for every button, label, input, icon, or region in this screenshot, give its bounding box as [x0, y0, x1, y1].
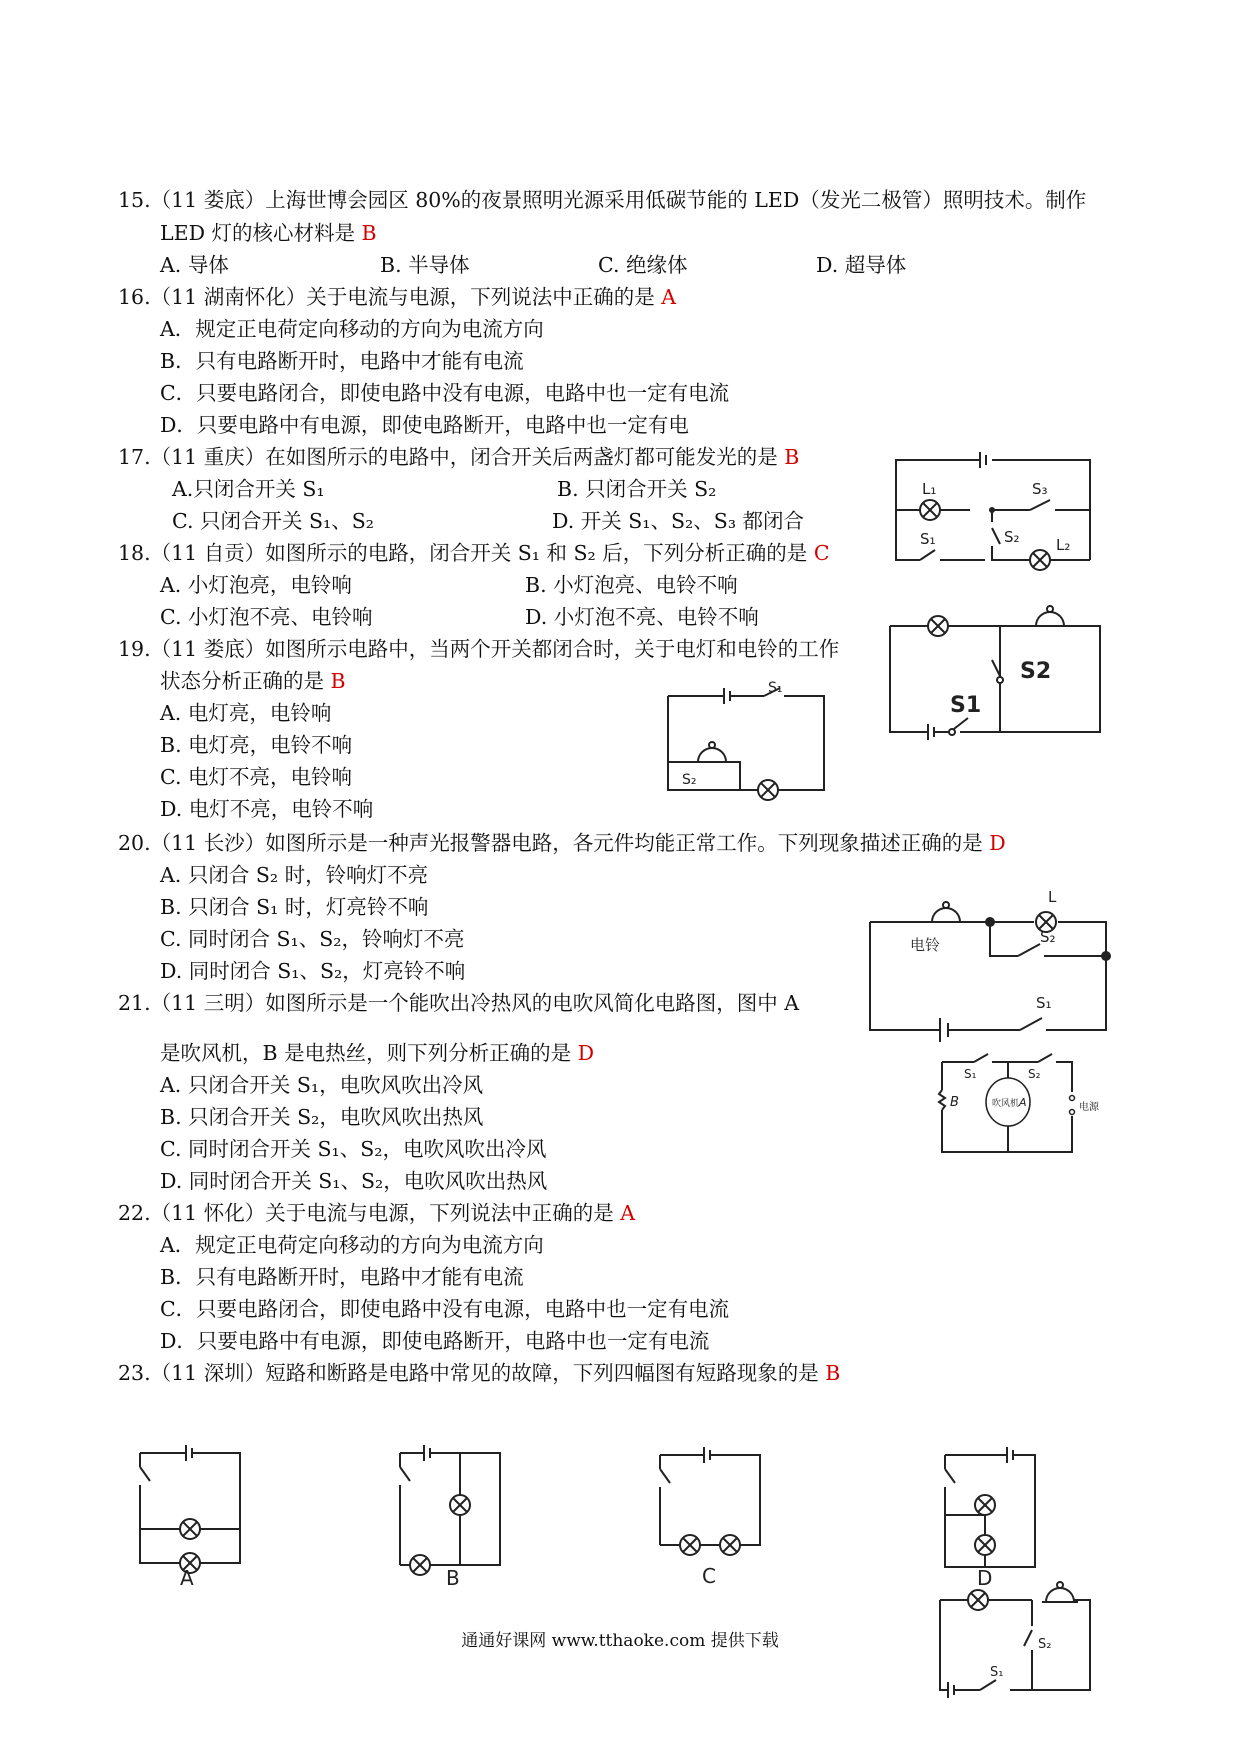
q19-option-d: D. 电灯不亮，电铃不响	[160, 797, 374, 821]
q17-option-c: C. 只闭合开关 S₁、S₂	[172, 509, 375, 533]
page-footer: 通通好课网 www.tthaoke.com 提供下载	[461, 1631, 779, 1651]
extra-label-s1: S₁	[990, 1665, 1004, 1680]
q16-option-a: A．规定正电荷定向移动的方向为电流方向	[160, 317, 544, 341]
q18-option-b: B. 小灯泡亮、电铃不响	[525, 573, 738, 597]
q16-stem: 16.（11 湖南怀化）关于电流与电源，下列说法中正确的是 A	[118, 285, 677, 309]
q19-option-c: C. 电灯不亮，电铃响	[160, 765, 352, 789]
q22-option-c: C．只要电路闭合，即使电路中没有电源，电路中也一定有电流	[160, 1297, 730, 1321]
q21-label-fan: 吹风机	[992, 1099, 1020, 1109]
q20-answer: D	[989, 831, 1006, 855]
q17-circuit-diagram	[880, 450, 1110, 590]
q23-diagram-a	[130, 1445, 250, 1590]
q17-label-l1: L₁	[922, 480, 937, 498]
q16-option-b: B．只有电路断开时，电路中才能有电流	[160, 349, 524, 373]
q19-label-s2: S₂	[682, 772, 697, 788]
q20-option-c: C. 同时闭合 S₁、S₂，铃响灯不亮	[160, 927, 465, 951]
q18-stem: 18.（11 自贡）如图所示的电路，闭合开关 S₁ 和 S₂ 后，下列分析正确的是 C	[118, 541, 830, 565]
q20-option-b: B. 只闭合 S₁ 时，灯亮铃不响	[160, 895, 429, 919]
q17-option-a: A.只闭合开关 S₁	[172, 477, 325, 501]
q17-stem: 17.（11 重庆）在如图所示的电路中，闭合开关后两盏灯都可能发光的是 B	[118, 445, 800, 469]
q16-answer: A	[661, 285, 677, 309]
q16-option-c: C．只要电路闭合，即使电路中没有电源，电路中也一定有电流	[160, 381, 730, 405]
q20-label-lamp: L	[1048, 888, 1057, 906]
q23-label-a: A	[180, 1566, 194, 1590]
q15-option-c: C. 绝缘体	[598, 253, 688, 277]
q19-label-s1: S₁	[768, 680, 783, 696]
q15-line2: LED 灯的核心材料是 B	[160, 221, 377, 245]
q23-label-d: D	[977, 1566, 993, 1590]
q19-circuit-diagram	[660, 680, 830, 800]
q21-option-a: A. 只闭合开关 S₁，电吹风吹出冷风	[160, 1073, 484, 1097]
q15-option-d: D. 超导体	[816, 253, 907, 277]
q21-label-b: B	[950, 1095, 959, 1110]
q21-label-s1: S₁	[964, 1067, 977, 1081]
q18-label-s1: S1	[950, 693, 982, 718]
q20-label-s2: S₂	[1040, 928, 1056, 946]
q21-answer: D	[577, 1041, 595, 1065]
q18-label-s2: S2	[1020, 659, 1052, 684]
q19-option-b: B. 电灯亮，电铃不响	[160, 733, 353, 757]
q19-answer: B	[330, 669, 346, 693]
q23-diagram-c	[650, 1445, 770, 1588]
q16-option-d: D．只要电路中有电源，即使电路断开，电路中也一定有电	[160, 413, 689, 437]
q19-option-a: A. 电灯亮，电铃响	[160, 701, 332, 725]
q18-option-c: C. 小灯泡不亮、电铃响	[160, 605, 373, 629]
q18-option-a: A. 小灯泡亮，电铃响	[160, 573, 352, 597]
q17-label-l2: L₂	[1056, 536, 1071, 554]
q20-stem: 20.（11 长沙）如图所示是一种声光报警器电路，各元件均能正常工作。下列现象描述正确的是 D	[118, 831, 1006, 855]
q22-option-a: A．规定正电荷定向移动的方向为电流方向	[160, 1233, 544, 1257]
q23-diagram-b	[390, 1445, 510, 1590]
q21-circuit-diagram	[938, 1050, 1118, 1160]
q15-option-a: A. 导体	[160, 253, 229, 277]
q17-label-s3: S₃	[1032, 480, 1048, 498]
q23-label-c: C	[702, 1564, 716, 1588]
q20-label-bell: 电铃	[910, 936, 941, 954]
q23-stem: 23.（11 深圳）短路和断路是电路中常见的故障，下列四幅图有短路现象的是 B	[118, 1361, 841, 1385]
q21-line1: 21.（11 三明）如图所示是一个能吹出冷热风的电吹风简化电路图，图中 A	[118, 991, 800, 1015]
q17-option-b: B. 只闭合开关 S₂	[557, 477, 717, 501]
q21-label-a: A	[1019, 1096, 1027, 1109]
q21-label-s2: S₂	[1028, 1067, 1041, 1081]
q22-option-d: D．只要电路中有电源，即使电路断开，电路中也一定有电流	[160, 1329, 710, 1353]
q23-label-b: B	[446, 1566, 460, 1590]
q17-label-s1: S₁	[920, 530, 936, 548]
q22-stem: 22.（11 怀化）关于电流与电源，下列说法中正确的是 A	[118, 1201, 636, 1225]
q15-line1: 15.（11 娄底）上海世博会园区 80%的夜景照明光源采用低碳节能的 LED（发光二极管）照明技术。制作	[118, 188, 1087, 212]
q23-diagram-d	[935, 1445, 1055, 1590]
q20-option-a: A. 只闭合 S₂ 时，铃响灯不亮	[160, 863, 429, 887]
q15-answer: B	[361, 221, 377, 245]
q23-answer: B	[825, 1361, 841, 1385]
q20-circuit-diagram	[870, 880, 1120, 1030]
q21-option-c: C. 同时闭合开关 S₁、S₂，电吹风吹出冷风	[160, 1137, 547, 1161]
q15-option-b: B. 半导体	[380, 253, 470, 277]
q22-option-b: B．只有电路断开时，电路中才能有电流	[160, 1265, 524, 1289]
q22-answer: A	[620, 1201, 636, 1225]
q18-option-d: D. 小灯泡不亮、电铃不响	[525, 605, 759, 629]
q18-answer: C	[813, 541, 830, 565]
q17-label-s2: S₂	[1004, 528, 1020, 546]
extra-label-s2: S₂	[1038, 1637, 1052, 1652]
q17-answer: B	[784, 445, 800, 469]
q21-label-power: 电源	[1079, 1102, 1099, 1113]
q18-circuit-diagram	[890, 610, 1100, 750]
q21-option-b: B. 只闭合开关 S₂，电吹风吹出热风	[160, 1105, 484, 1129]
q19-line1: 19.（11 娄底）如图所示电路中，当两个开关都闭合时，关于电灯和电铃的工作	[118, 637, 840, 661]
q20-label-s1: S₁	[1036, 994, 1052, 1012]
q17-option-d: D. 开关 S₁、S₂、S₃ 都闭合	[552, 509, 805, 533]
q21-line2: 是吹风机，B 是电热丝，则下列分析正确的是 D	[160, 1041, 595, 1065]
q21-option-d: D. 同时闭合开关 S₁、S₂，电吹风吹出热风	[160, 1169, 548, 1193]
q20-option-d: D. 同时闭合 S₁、S₂，灯亮铃不响	[160, 959, 466, 983]
q19-line2: 状态分析正确的是 B	[160, 669, 346, 693]
